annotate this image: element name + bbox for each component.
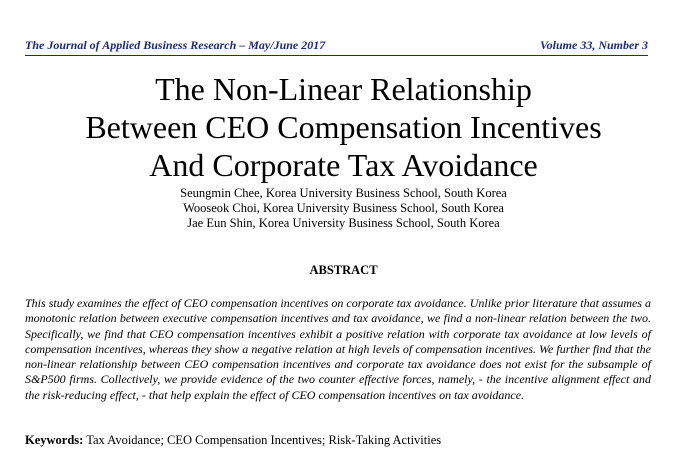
author-affiliation: Seungmin Chee, Korea University Business School, South Korea xyxy=(180,186,507,200)
paper-title xyxy=(0,70,687,184)
title-line: And Corporate Tax Avoidance xyxy=(149,147,538,183)
keywords-text: Tax Avoidance; CEO Compensation Incentives; Risk-Taking Activities xyxy=(86,433,442,447)
title-line: The Non-Linear Relationship xyxy=(155,71,532,107)
abstract-heading: ABSTRACT xyxy=(309,263,378,277)
title-line: Between CEO Compensation Incentives xyxy=(85,109,602,145)
author-affiliation: Wooseok Choi, Korea University Business School, South Korea xyxy=(183,201,504,215)
keywords-line xyxy=(25,433,441,448)
journal-name: The Journal of Applied Business Research – May/June 2017 xyxy=(25,38,326,52)
author-affiliation: Jae Eun Shin, Korea University Business School, South Korea xyxy=(187,216,500,230)
keywords-label: Keywords: xyxy=(25,433,84,447)
abstract-text: This study examines the effect of CEO compensation incentives on corporate tax avoidance. Unlike prior literature that assumes a monotonic relation between executive compensation incentives and tax avoidance, we find a non-linear relation between the two. Specifically, we find that CEO compensation incentives exhibit a positive relation with corporate tax avoidance at low levels of compensation incentives, whereas they show a negative relation at high levels of compensation incentives. We further find that the non-linear relationship between CEO compensation incentives and corporate tax avoidance does not exist for the subsample of S&P500 firms. Collectively, we provide evidence of the two counter effective forces, namely, - the incentive alignment effect and the risk-reducing effect, - that help explain the effect of CEO compensation incentives on tax avoidance. xyxy=(25,296,651,402)
author-list xyxy=(0,186,687,231)
volume-number: Volume 33, Number 3 xyxy=(539,38,648,52)
running-header xyxy=(25,38,648,56)
